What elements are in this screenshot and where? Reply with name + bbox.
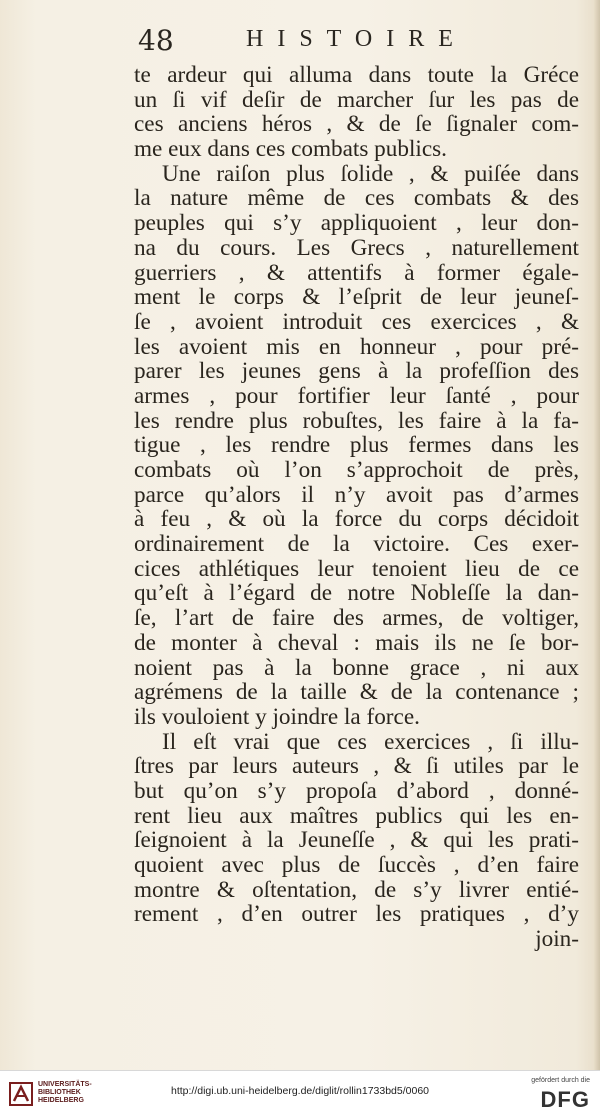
text-line: cices athlétiques leur tenoient lieu de ce — [134, 555, 579, 582]
text-line: ſe , avoient introduit ces exercices , & — [134, 308, 579, 335]
text-line: ment le corps & l’eſprit de leur jeuneſ- — [134, 284, 579, 311]
library-name-line: UNIVERSITÄTS- — [38, 1081, 92, 1088]
text-line: agrémens de la taille & de la contenance ; — [134, 679, 579, 706]
text-line: parer les jeunes gens à la profeſſion des — [134, 358, 579, 385]
text-line: na du cours. Les Grecs , naturellement — [134, 234, 579, 261]
text-line: ſtres par leurs auteurs , & ſi utiles par le — [134, 753, 579, 780]
text-line: armes , pour fortifier leur ſanté , pour — [134, 382, 579, 409]
text-line: ſe, l’art de faire des armes, de voltiger, — [134, 605, 579, 632]
library-name-line: BIBLIOTHEK — [38, 1089, 81, 1096]
text-line: rement , d’en outrer les pratiques , d’y — [134, 901, 579, 928]
library-name-line: HEIDELBERG — [38, 1097, 84, 1104]
text-line: but qu’on s’y propoſa d’abord , donné- — [134, 777, 579, 804]
viewer-footer — [0, 1070, 600, 1115]
text-line: Une raiſon plus ſolide , & puiſée dans — [162, 160, 579, 187]
text-line: de monter à cheval : mais ils ne ſe bor- — [134, 629, 579, 656]
text-line: te ardeur qui alluma dans toute la Gréce — [134, 62, 579, 88]
running-title: HISTOIRE — [246, 26, 467, 52]
sponsor-caption: gefördert durch die — [531, 1077, 590, 1084]
text-line: montre & oſtentation, de s’y livrer entié- — [134, 876, 579, 903]
text-line: ces anciens héros , & de ſe ſignaler com- — [134, 111, 579, 138]
body-text — [134, 63, 579, 952]
page-header — [128, 24, 598, 64]
text-line: me eux dans ces combats publics. — [134, 136, 447, 163]
text-line: ils vouloient y joindre la force. — [134, 703, 420, 730]
text-line: à feu , & où la force du corps décidoit — [134, 506, 579, 533]
catchword: join- — [535, 926, 579, 953]
text-line: peuples qui s’y appliquoient , leur don- — [134, 210, 579, 237]
text-line: quoient avec plus de ſuccès , d’en faire — [134, 852, 579, 878]
text-line: guerriers , & attentifs à former égale- — [134, 259, 579, 286]
text-line: noient pas à la bonne grace , ni aux — [134, 654, 579, 681]
text-line: qu’eſt à l’égard de notre Nobleſſe la dan- — [134, 580, 579, 607]
text-line: tigue , les rendre plus fermes dans les — [134, 432, 579, 459]
text-line: les rendre plus robuſtes, les faire à la fa- — [134, 407, 579, 434]
text-line: Il eſt vrai que ces exercices , ſi illu- — [162, 728, 579, 755]
permalink-url[interactable]: http://digi.ub.uni-heidelberg.de/diglit/rollin1733bd5/0060 — [170, 1085, 430, 1097]
text-line: rent lieu aux maîtres publics qui les en- — [134, 802, 579, 829]
page-number: 48 — [138, 24, 174, 57]
text-line: ordinairement de la victoire. Ces exer- — [134, 531, 579, 558]
text-line: un ſi vif deſir de marcher ſur les pas de — [134, 86, 579, 113]
text-line: les avoient mis en honneur , pour pré- — [134, 333, 579, 360]
text-line: combats où l’on s’approchoit de près, — [134, 457, 579, 483]
text-line: la nature même de ces combats & des — [134, 185, 579, 212]
page-edge — [594, 0, 600, 1070]
text-line: ſeignoient à la Jeuneſſe , & qui les prati- — [134, 827, 579, 854]
dfg-logo[interactable]: DFG — [540, 1087, 590, 1112]
text-line: parce qu’alors il n’y avoit pas d’armes — [134, 481, 579, 508]
